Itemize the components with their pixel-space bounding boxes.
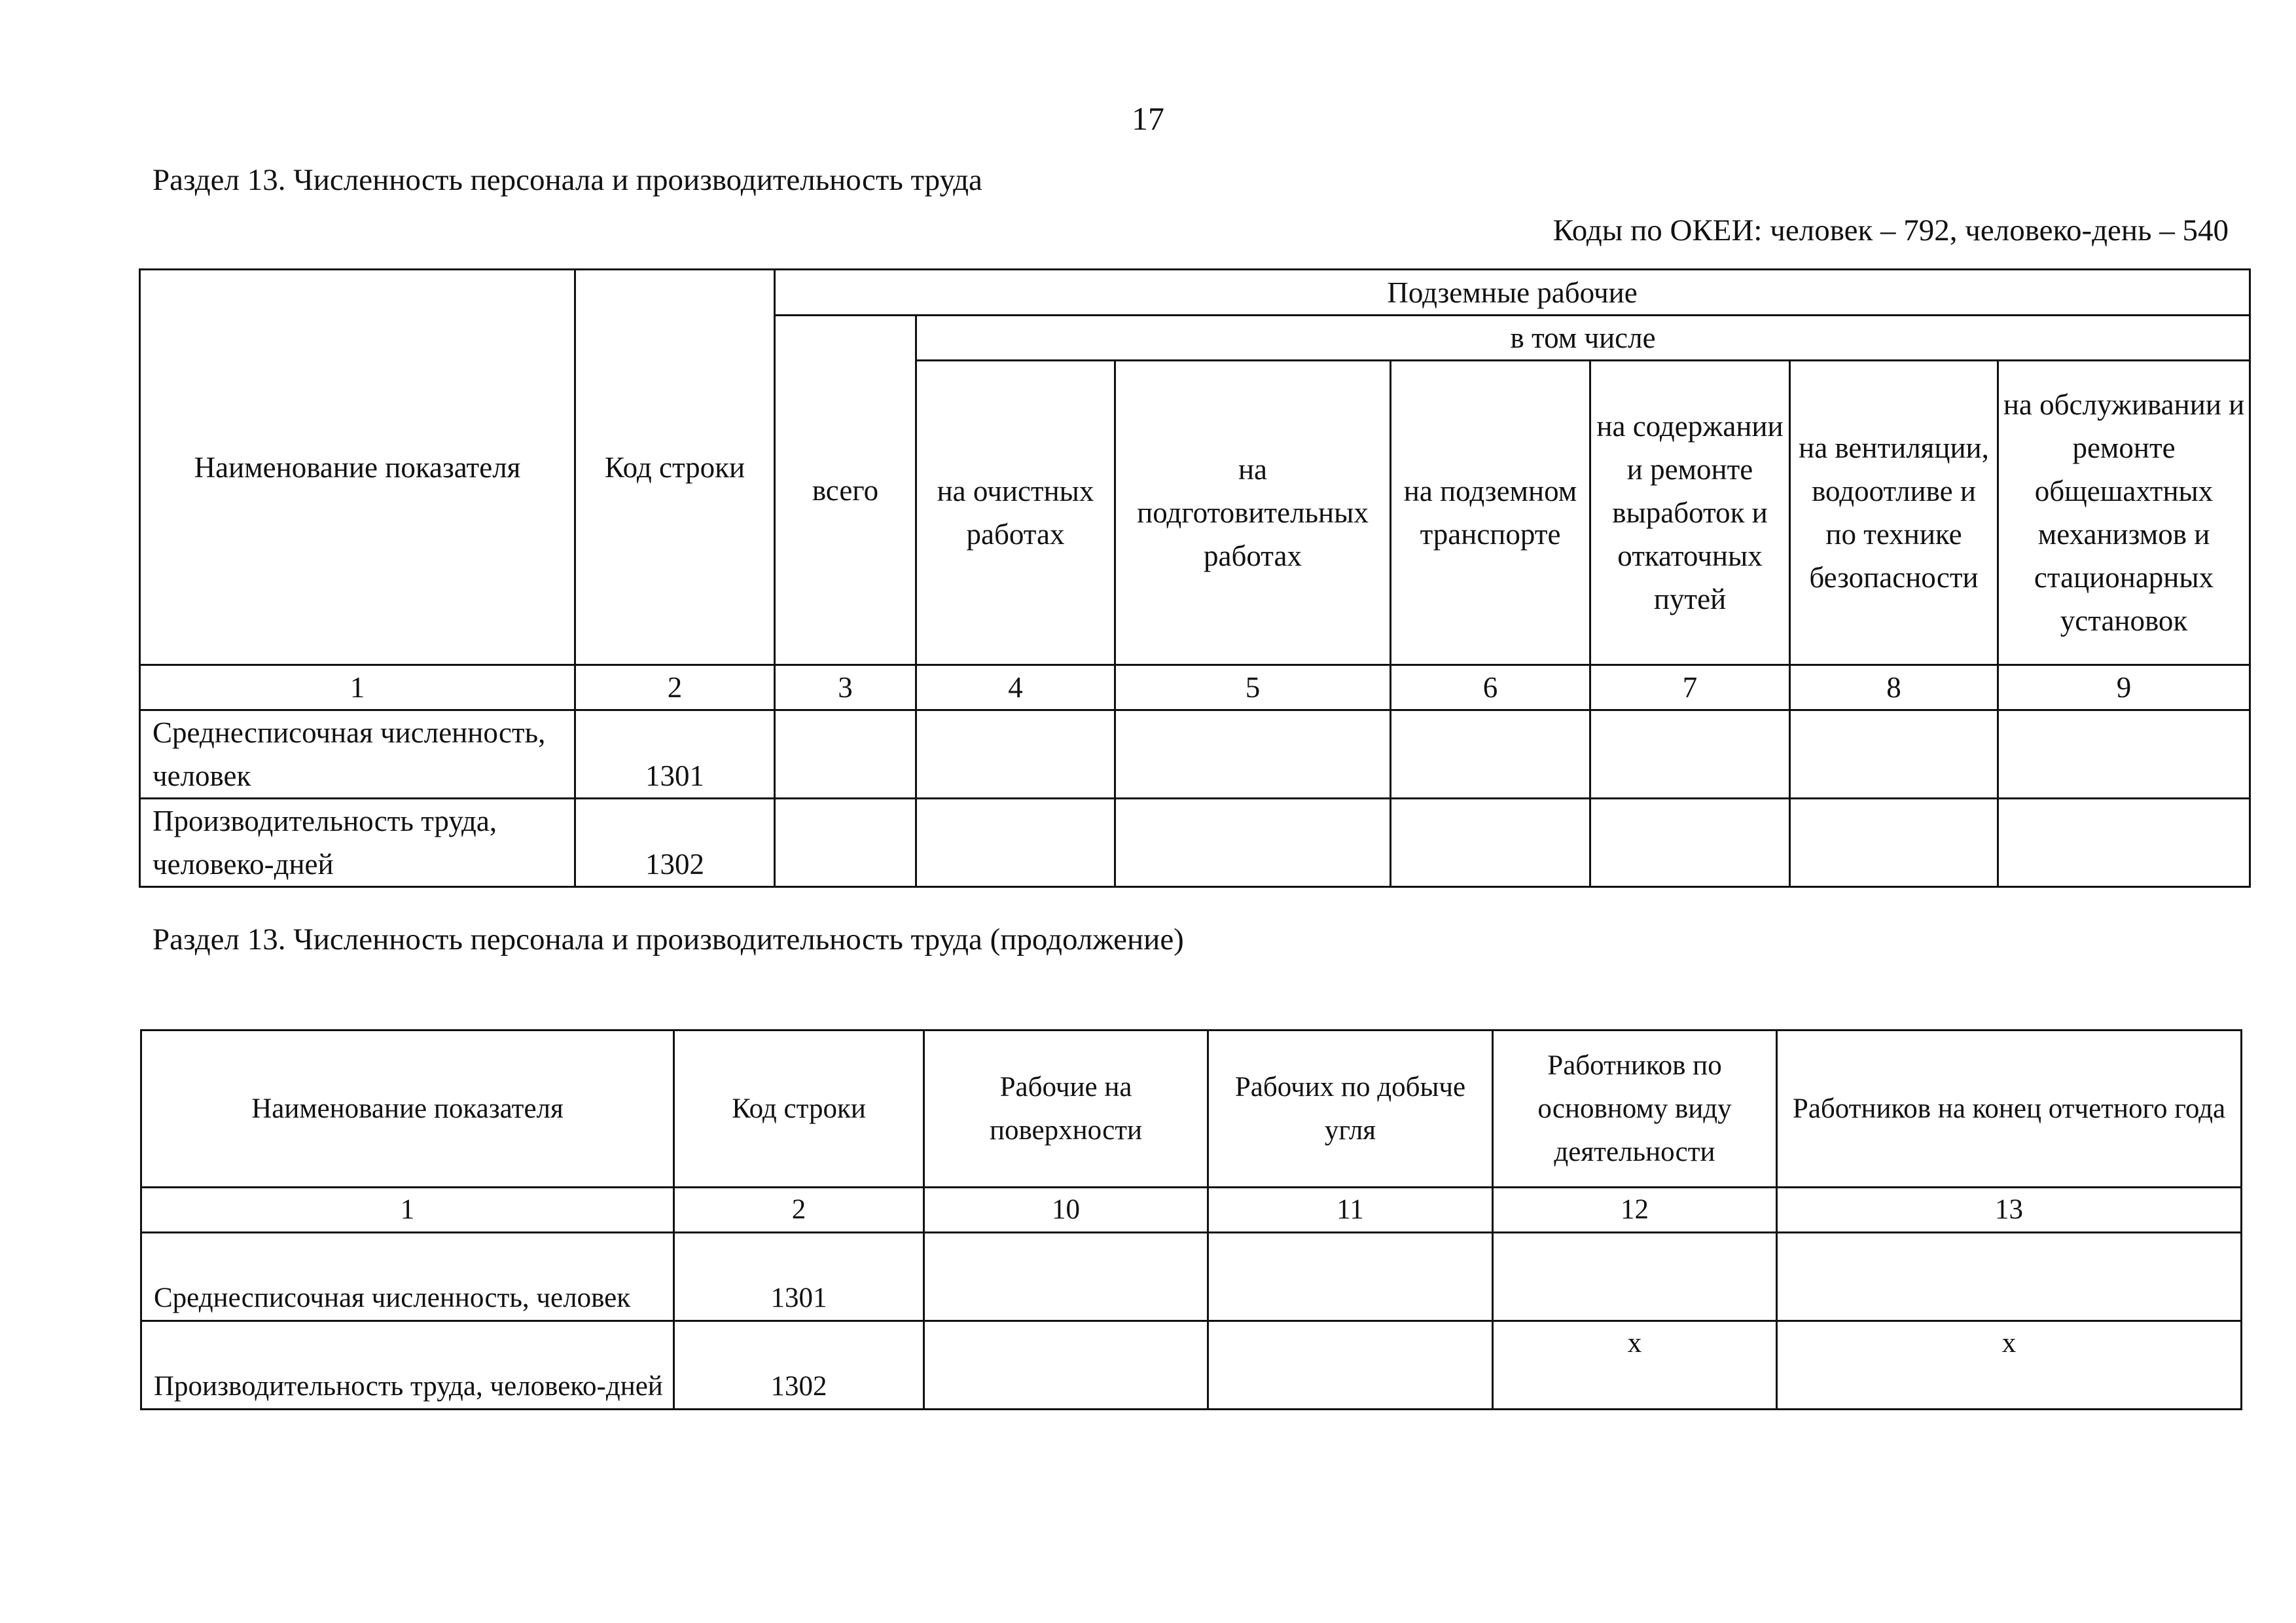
row-code: 1301 (674, 1233, 924, 1321)
col-number: 3 (775, 665, 916, 710)
col-number: 4 (916, 665, 1115, 710)
data-cell[interactable] (1998, 799, 2250, 887)
header-code: Код строки (575, 270, 775, 665)
row-code: 1301 (575, 710, 775, 799)
data-cell[interactable] (1590, 799, 1790, 887)
header-underground-workers: Подземные рабочие (775, 270, 2250, 316)
row-name: Производительность труда, человеко-дней (140, 799, 575, 887)
data-cell[interactable] (1208, 1321, 1493, 1410)
data-cell[interactable] (1790, 710, 1998, 799)
data-cell[interactable] (1777, 1233, 2242, 1321)
data-cell[interactable] (1790, 799, 1998, 887)
not-applicable-mark: х (1493, 1321, 1777, 1410)
row-name: Среднесписочная численность, человек (140, 710, 575, 799)
page-number: 17 (1132, 100, 1164, 137)
data-cell[interactable] (1115, 710, 1391, 799)
col-number: 2 (674, 1188, 924, 1233)
data-cell[interactable] (916, 799, 1115, 887)
header-col-4: на очистных работах (916, 361, 1115, 665)
header-col-12: Работников по основному виду деятельности (1493, 1030, 1777, 1188)
header-col-8: на вентиляции, водоотливе и по технике безопасности (1790, 361, 1998, 665)
row-code: 1302 (674, 1321, 924, 1410)
section-title: Раздел 13. Численность персонала и производительность труда (152, 163, 982, 197)
row-name: Производительность труда, человеко-дней (141, 1321, 674, 1410)
data-cell[interactable] (1998, 710, 2250, 799)
data-cell[interactable] (1115, 799, 1391, 887)
okei-codes: Коды по ОКЕИ: человек – 792, человеко-день – 540 (1552, 213, 2229, 247)
header-col-5: на подготовительных работах (1115, 361, 1391, 665)
staff-table-continued (140, 1029, 2242, 1410)
data-cell[interactable] (1493, 1233, 1777, 1321)
header-name: Наименование показателя (141, 1030, 674, 1188)
col-number: 11 (1208, 1188, 1493, 1233)
data-cell[interactable] (1590, 710, 1790, 799)
col-number: 9 (1998, 665, 2250, 710)
header-col-11: Рабочих по добыче угля (1208, 1030, 1493, 1188)
table-row (141, 1321, 2242, 1410)
col-number: 7 (1590, 665, 1790, 710)
col-number: 10 (924, 1188, 1208, 1233)
data-cell[interactable] (924, 1321, 1208, 1410)
header-name: Наименование показателя (140, 270, 575, 665)
data-cell[interactable] (1208, 1233, 1493, 1321)
header-code: Код строки (674, 1030, 924, 1188)
data-cell[interactable] (916, 710, 1115, 799)
data-cell[interactable] (924, 1233, 1208, 1321)
table-row (140, 799, 2250, 887)
col-number: 12 (1493, 1188, 1777, 1233)
data-cell[interactable] (775, 799, 916, 887)
header-total: всего (775, 316, 916, 665)
not-applicable-mark: х (1777, 1321, 2242, 1410)
col-number: 1 (140, 665, 575, 710)
table-row (141, 1233, 2242, 1321)
section-title-continued: Раздел 13. Численность персонала и производительность труда (продолжение) (152, 922, 1184, 957)
row-name: Среднесписочная численность, человек (141, 1233, 674, 1321)
col-number: 6 (1391, 665, 1590, 710)
col-number: 2 (575, 665, 775, 710)
header-col-7: на содержании и ремонте выработок и откаточных путей (1590, 361, 1790, 665)
col-number: 1 (141, 1188, 674, 1233)
header-col-10: Рабочие на поверхности (924, 1030, 1208, 1188)
header-col-9: на обслуживании и ремонте общешахтных механизмов и стационарных установок (1998, 361, 2250, 665)
data-cell[interactable] (1391, 799, 1590, 887)
row-code: 1302 (575, 799, 775, 887)
table-row (140, 710, 2250, 799)
col-number: 5 (1115, 665, 1391, 710)
data-cell[interactable] (1391, 710, 1590, 799)
header-col-6: на подземном транспорте (1391, 361, 1590, 665)
col-number: 8 (1790, 665, 1998, 710)
data-cell[interactable] (775, 710, 916, 799)
header-including: в том числе (916, 316, 2250, 361)
staff-table-main (139, 268, 2251, 888)
header-col-13: Работников на конец отчетного года (1777, 1030, 2242, 1188)
col-number: 13 (1777, 1188, 2242, 1233)
